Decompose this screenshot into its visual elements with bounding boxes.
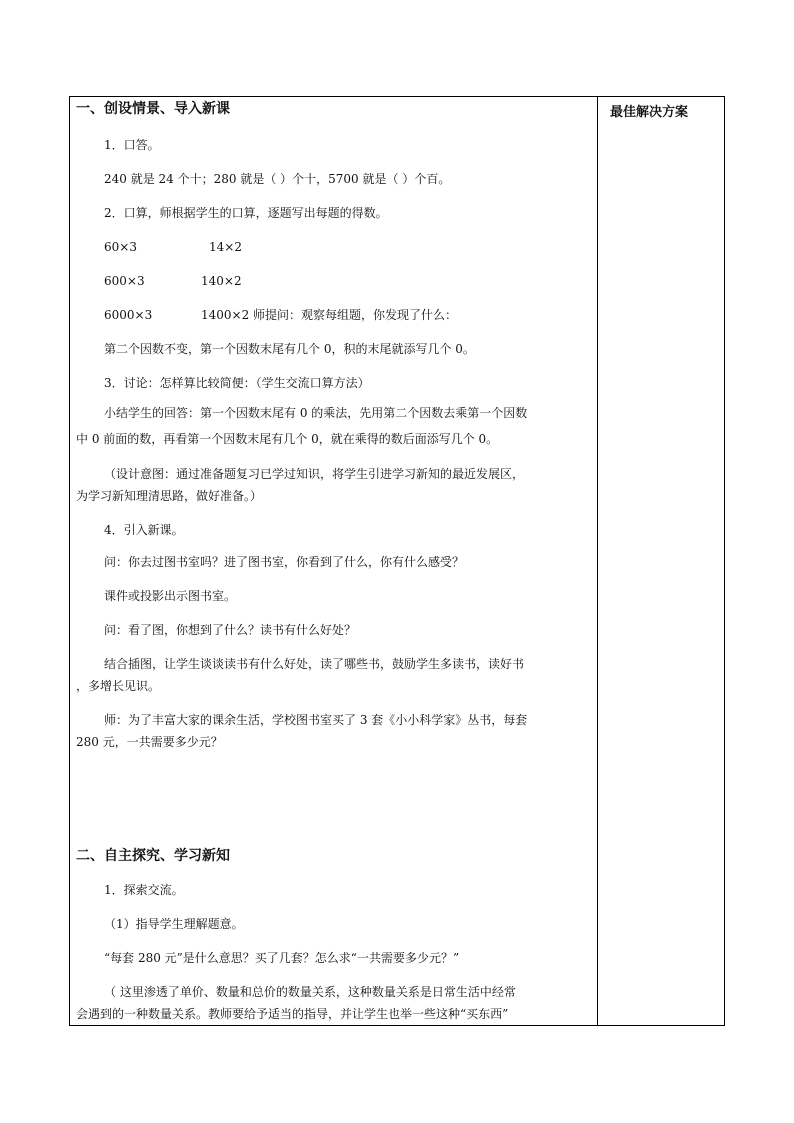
side-column-header: 最佳解决方案 bbox=[610, 105, 689, 120]
teacher-line-1: 师：为了丰富大家的课余生活，学校图书室买了 3 套《小小科学家》丛书，每套 bbox=[104, 713, 528, 727]
item4-introduce: 4．引入新课。 bbox=[104, 523, 184, 537]
section1-title: 一、创设情景、导入新课 bbox=[76, 101, 230, 117]
summary-line-1: 小结学生的回答：第一个因数末尾有 0 的乘法，先用第二个因数去乘第一个因数 bbox=[104, 406, 528, 420]
calc-1400x2-question: 1400×2 师提问：观察每组题，你发现了什么： bbox=[201, 308, 458, 322]
courseware-text: 课件或投影出示图书室。 bbox=[104, 589, 237, 603]
calc-600x3: 600×3 bbox=[104, 274, 145, 288]
oral-question: 240 就是 24 个十；280 就是（ ）个十，5700 就是（ ）个百。 bbox=[104, 172, 451, 186]
design-intent-line-2: 为学习新知理清思路，做好准备。） bbox=[76, 489, 263, 503]
teacher-line-2: 280 元，一共需要多少元？ bbox=[76, 735, 223, 749]
section2-item1: 1．探索交流。 bbox=[104, 883, 184, 897]
calc-140x2: 140×2 bbox=[201, 274, 242, 288]
column-divider bbox=[597, 97, 598, 1025]
combine-line-1: 结合插图，让学生谈谈读书有什么好处，读了哪些书，鼓励学生多读书，读好书 bbox=[104, 657, 525, 671]
section2-note-line-1: （ 这里渗透了单价、数量和总价的数量关系，这种数量关系是日常生活中经常 bbox=[104, 985, 516, 999]
item2-mental-calc: 2．口算，师根据学生的口算，逐题写出每题的得数。 bbox=[104, 206, 388, 220]
finding-text: 第二个因数不变，第一个因数末尾有几个 0，积的末尾就添写几个 0。 bbox=[104, 342, 475, 356]
section2-title: 二、自主探究、学习新知 bbox=[76, 848, 230, 864]
item3-discussion: 3．讨论：怎样算比较简便：（学生交流口算方法） bbox=[104, 376, 370, 390]
design-intent-line-1: （设计意图：通过准备题复习已学过知识，将学生引进学习新知的最近发展区， bbox=[104, 467, 525, 481]
calc-14x2: 14×2 bbox=[209, 240, 242, 254]
question-reading: 问：看了图，你想到了什么？读书有什么好处？ bbox=[104, 623, 357, 637]
section2-note-line-2: 会遇到的一种数量关系。教师要给予适当的指导，并让学生也举一些这种“买东西” bbox=[76, 1007, 509, 1021]
question-library: 问：你去过图书室吗？进了图书室，你看到了什么，你有什么感受？ bbox=[104, 555, 465, 569]
combine-line-2: ，多增长见识。 bbox=[76, 679, 161, 693]
summary-line-2: 中 0 前面的数，再看第一个因数末尾有几个 0，就在乘得的数后面添写几个 0。 bbox=[76, 432, 499, 446]
main-column bbox=[70, 97, 597, 1025]
lesson-plan-table bbox=[69, 96, 725, 1026]
item1-oral-answer: 1．口答。 bbox=[104, 138, 160, 152]
calc-6000x3: 6000×3 bbox=[104, 308, 153, 322]
calc-60x3: 60×3 bbox=[104, 240, 137, 254]
section2-sub1: （1）指导学生理解题意。 bbox=[104, 917, 244, 931]
section2-question: “每套 280 元”是什么意思？买了几套？怎么求“一共需要多少元？” bbox=[104, 951, 460, 965]
